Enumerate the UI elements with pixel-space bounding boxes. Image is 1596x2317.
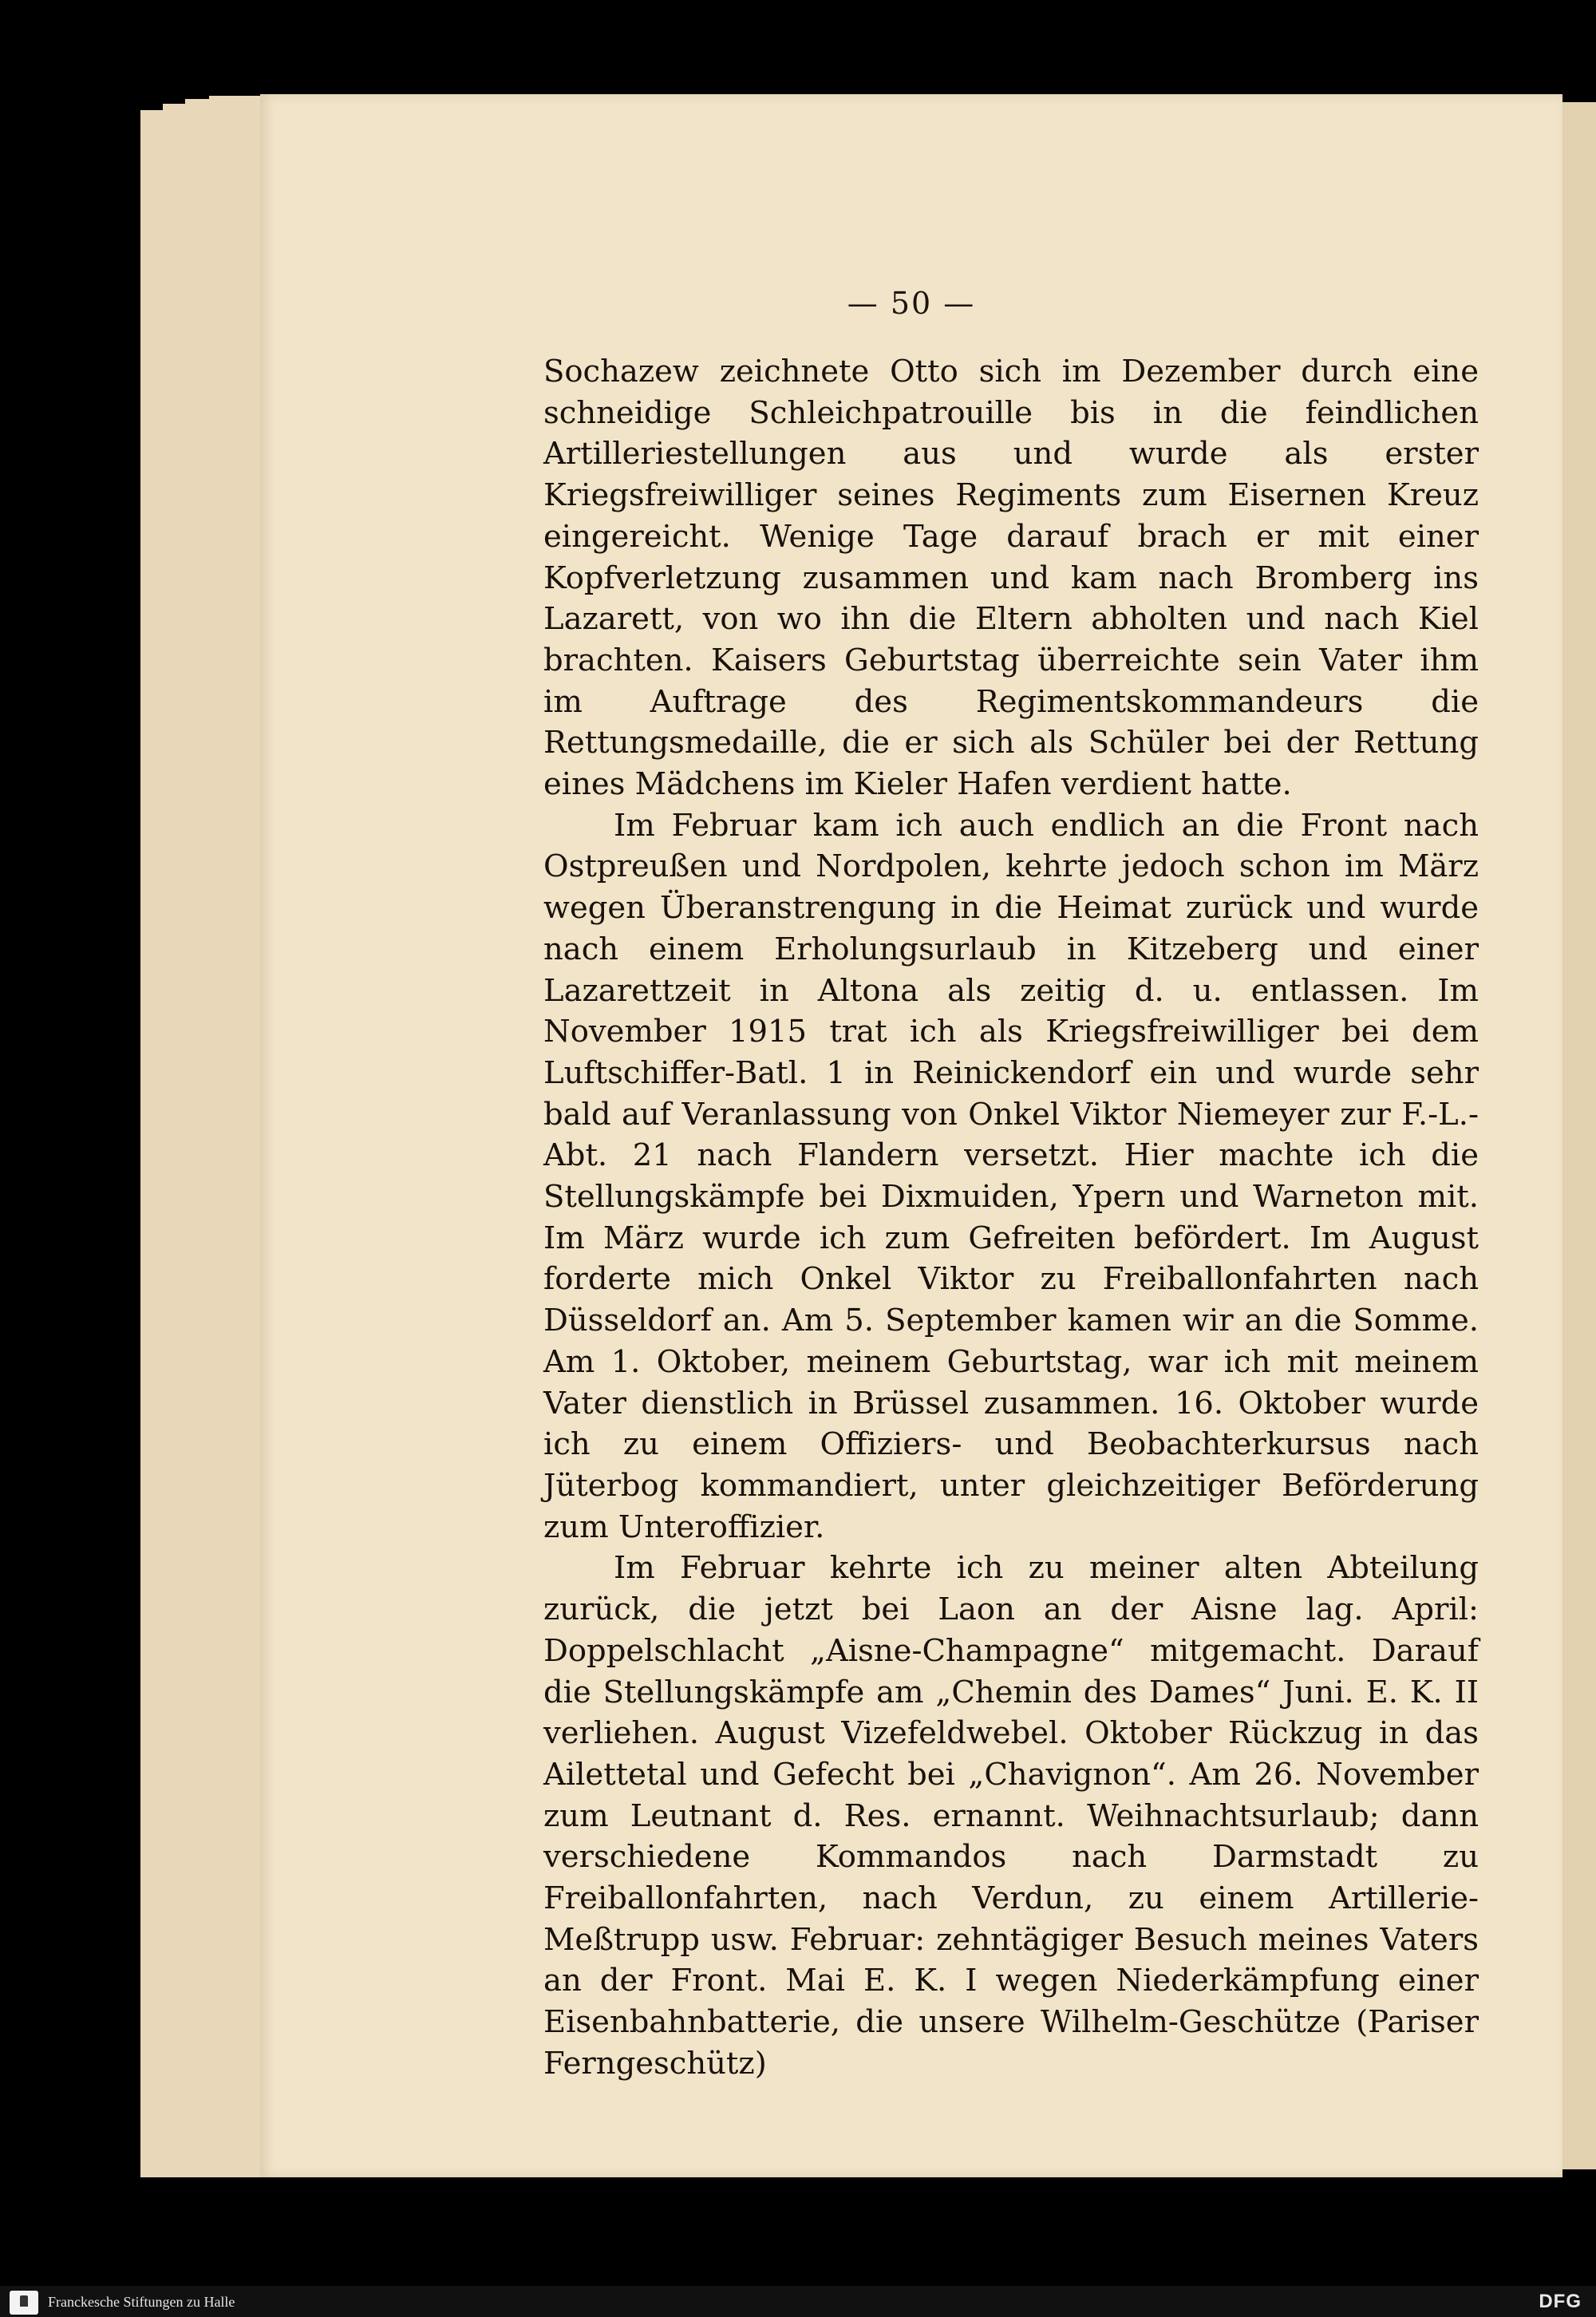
institution-logo-icon — [10, 2291, 38, 2315]
paragraph-2: Im Februar kam ich auch endlich an die Front nach Ostpreußen und Nordpolen, kehrte jedoch schon im März wegen Überanstrengung in die Heimat zurück und wurde nach einem Erholungsurlaub in Kitzeberg und einer Lazarettzeit in Altona als zeitig d. u. entlassen. Im November 1915 trat ich als Kriegsfreiwilliger bei dem Luftschiffer-Batl. 1 in Reinickendorf ein und wurde sehr bald auf Veranlassung von Onkel Viktor Niemeyer zur F.-L.-Abt. 21 nach Flandern versetzt. Hier machte ich die Stellungskämpfe bei Dixmuiden, Ypern und Warneton mit. Im März wurde ich zum Gefreiten befördert. Im August forderte mich Onkel Viktor zu Freiballonfahrten nach Düsseldorf an. Am 5. September kamen wir an die Somme. Am 1. Oktober, meinem Geburtstag, war ich mit meinem Vater dienstlich in Brüssel zusammen. 16. Oktober wurde ich zu einem Offiziers- und Beobachterkursus nach Jüterbog kommandiert, unter gleichzeitiger Beförderung zum Unteroffizier. — [543, 807, 1479, 1545]
page-stack-edge-4 — [209, 96, 262, 2177]
footer-bar — [0, 2286, 1596, 2317]
institution-name: Franckesche Stiftungen zu Halle — [48, 2294, 235, 2310]
paragraph-1: Sochazew zeichnete Otto sich im Dezember durch eine schneidige Schleichpatrouille bis in die feindlichen Artilleriestellungen aus und wurde als erster Kriegsfreiwilliger seines Regiments zum Eisernen Kreuz eingereicht. Wenige Tage darauf brach er mit einer Kopfverletzung zusammen und kam nach Bromberg ins Lazarett, von wo ihn die Eltern abholten und nach Kiel brachten. Kaisers Geburtstag überreichte sein Vater ihm im Auftrage des Regimentskommandeurs die Rettungsmedaille, die er sich als Schüler bei der Rettung eines Mädchens im Kieler Hafen verdient hatte. — [543, 354, 1479, 803]
book-page — [260, 94, 1562, 2177]
page-body-text — [543, 351, 1479, 2085]
dfg-logo: DFG — [1539, 2291, 1582, 2312]
paragraph-3: Im Februar kehrte ich zu meiner alten Abteilung zurück, die jetzt bei Laon an der Aisne lag. April: Doppelschlacht „Aisne-Champagne“ mitgemacht. Darauf die Stellungskämpfe am „Chemin des Dames“ Juni. E. K. II verliehen. August Vizefeldwebel. Oktober Rückzug in das Ailettetal und Gefecht bei „Chavignon“. Am 26. November zum Leutnant d. Res. ernannt. Weihnachtsurlaub; dann verschiedene Kommandos nach Darmstadt zu Freiballonfahrten, nach Verdun, zu einem Artillerie-Meßtrupp usw. Februar: zehntägiger Besuch meines Vaters an der Front. Mai E. K. I wegen Niederkämpfung einer Eisenbahnbatterie, die unsere Wilhelm-Geschütze (Pariser Ferngeschütz) — [543, 1550, 1479, 2082]
facing-page-edge — [1562, 102, 1596, 2169]
page-number: — 50 — — [847, 286, 976, 321]
